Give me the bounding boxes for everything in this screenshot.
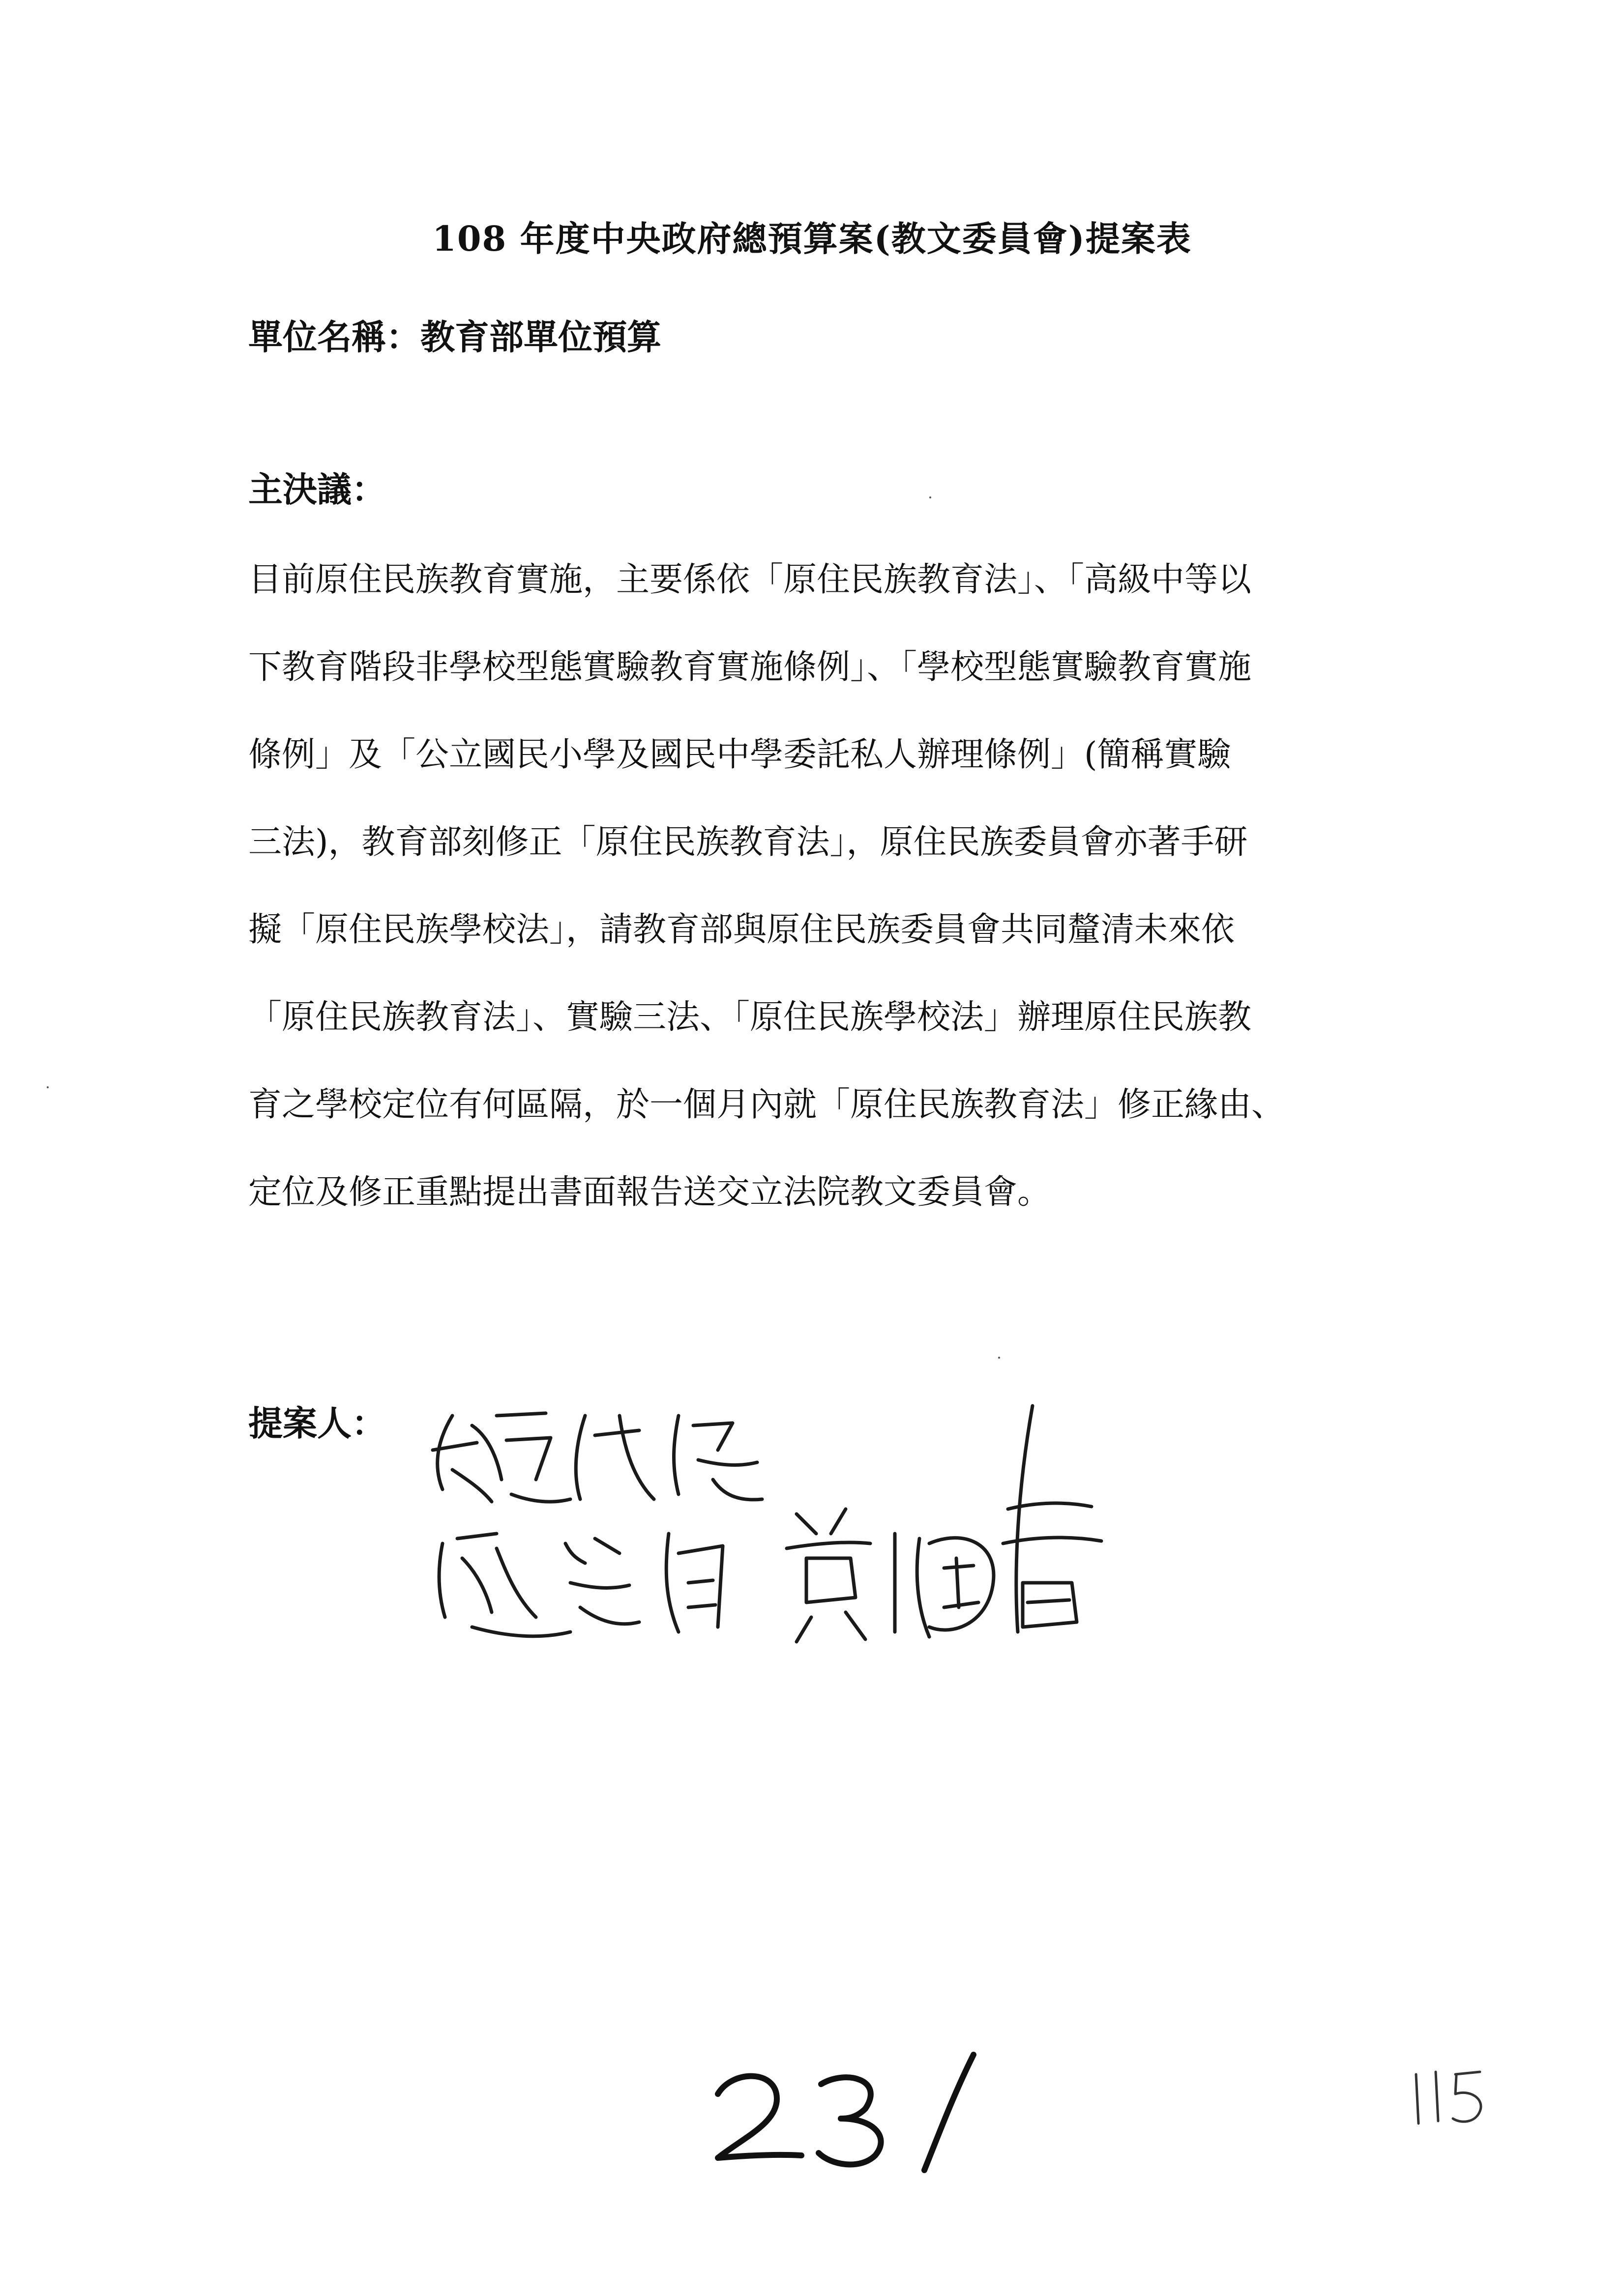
body-line: 育之學校定位有何區隔，於一個月內就「原住民族教育法」修正緣由、 (248, 1085, 1285, 1124)
body-line: 目前原住民族教育實施，主要係依「原住民族教育法」、「高級中等以 (248, 560, 1252, 599)
body-line: 條例」及「公立國民小學及國民中學委託私人辦理條例」(簡稱實驗 (248, 735, 1231, 774)
body-line: 「原住民族教育法」、實驗三法、「原住民族學校法」辦理原住民族教 (248, 998, 1252, 1037)
scan-speck (929, 496, 931, 498)
document-title: 108 年度中央政府總預算案(教文委員會)提案表 (432, 218, 1192, 259)
handwritten-small-number (1401, 2055, 1500, 2133)
scan-speck (998, 1357, 1000, 1359)
proposer-label: 提案人： (248, 1403, 386, 1444)
body-line: 擬「原住民族學校法」，請教育部與原住民族委員會共同釐清未來依 (248, 910, 1235, 949)
body-line: 下教育階段非學校型態實驗教育實施條例」、「學校型態實驗教育實施 (248, 648, 1252, 687)
scan-speck (47, 1086, 49, 1088)
body-line: 定位及修正重點提出書面報告送交立法院教文委員會。 (248, 1173, 1051, 1212)
signature-2 (439, 1534, 723, 1636)
signature-3 (787, 1406, 1101, 1642)
signature-1 (433, 1413, 762, 1502)
resolution-heading: 主決議： (248, 469, 386, 510)
handwritten-page-number (698, 2040, 1003, 2178)
resolution-body (248, 555, 1389, 1255)
handwritten-signatures (423, 1396, 1210, 1671)
unit-name: 單位名稱：教育部單位預算 (248, 317, 661, 357)
body-line: 三法)，教育部刻修正「原住民族教育法」，原住民族委員會亦著手研 (248, 823, 1248, 862)
